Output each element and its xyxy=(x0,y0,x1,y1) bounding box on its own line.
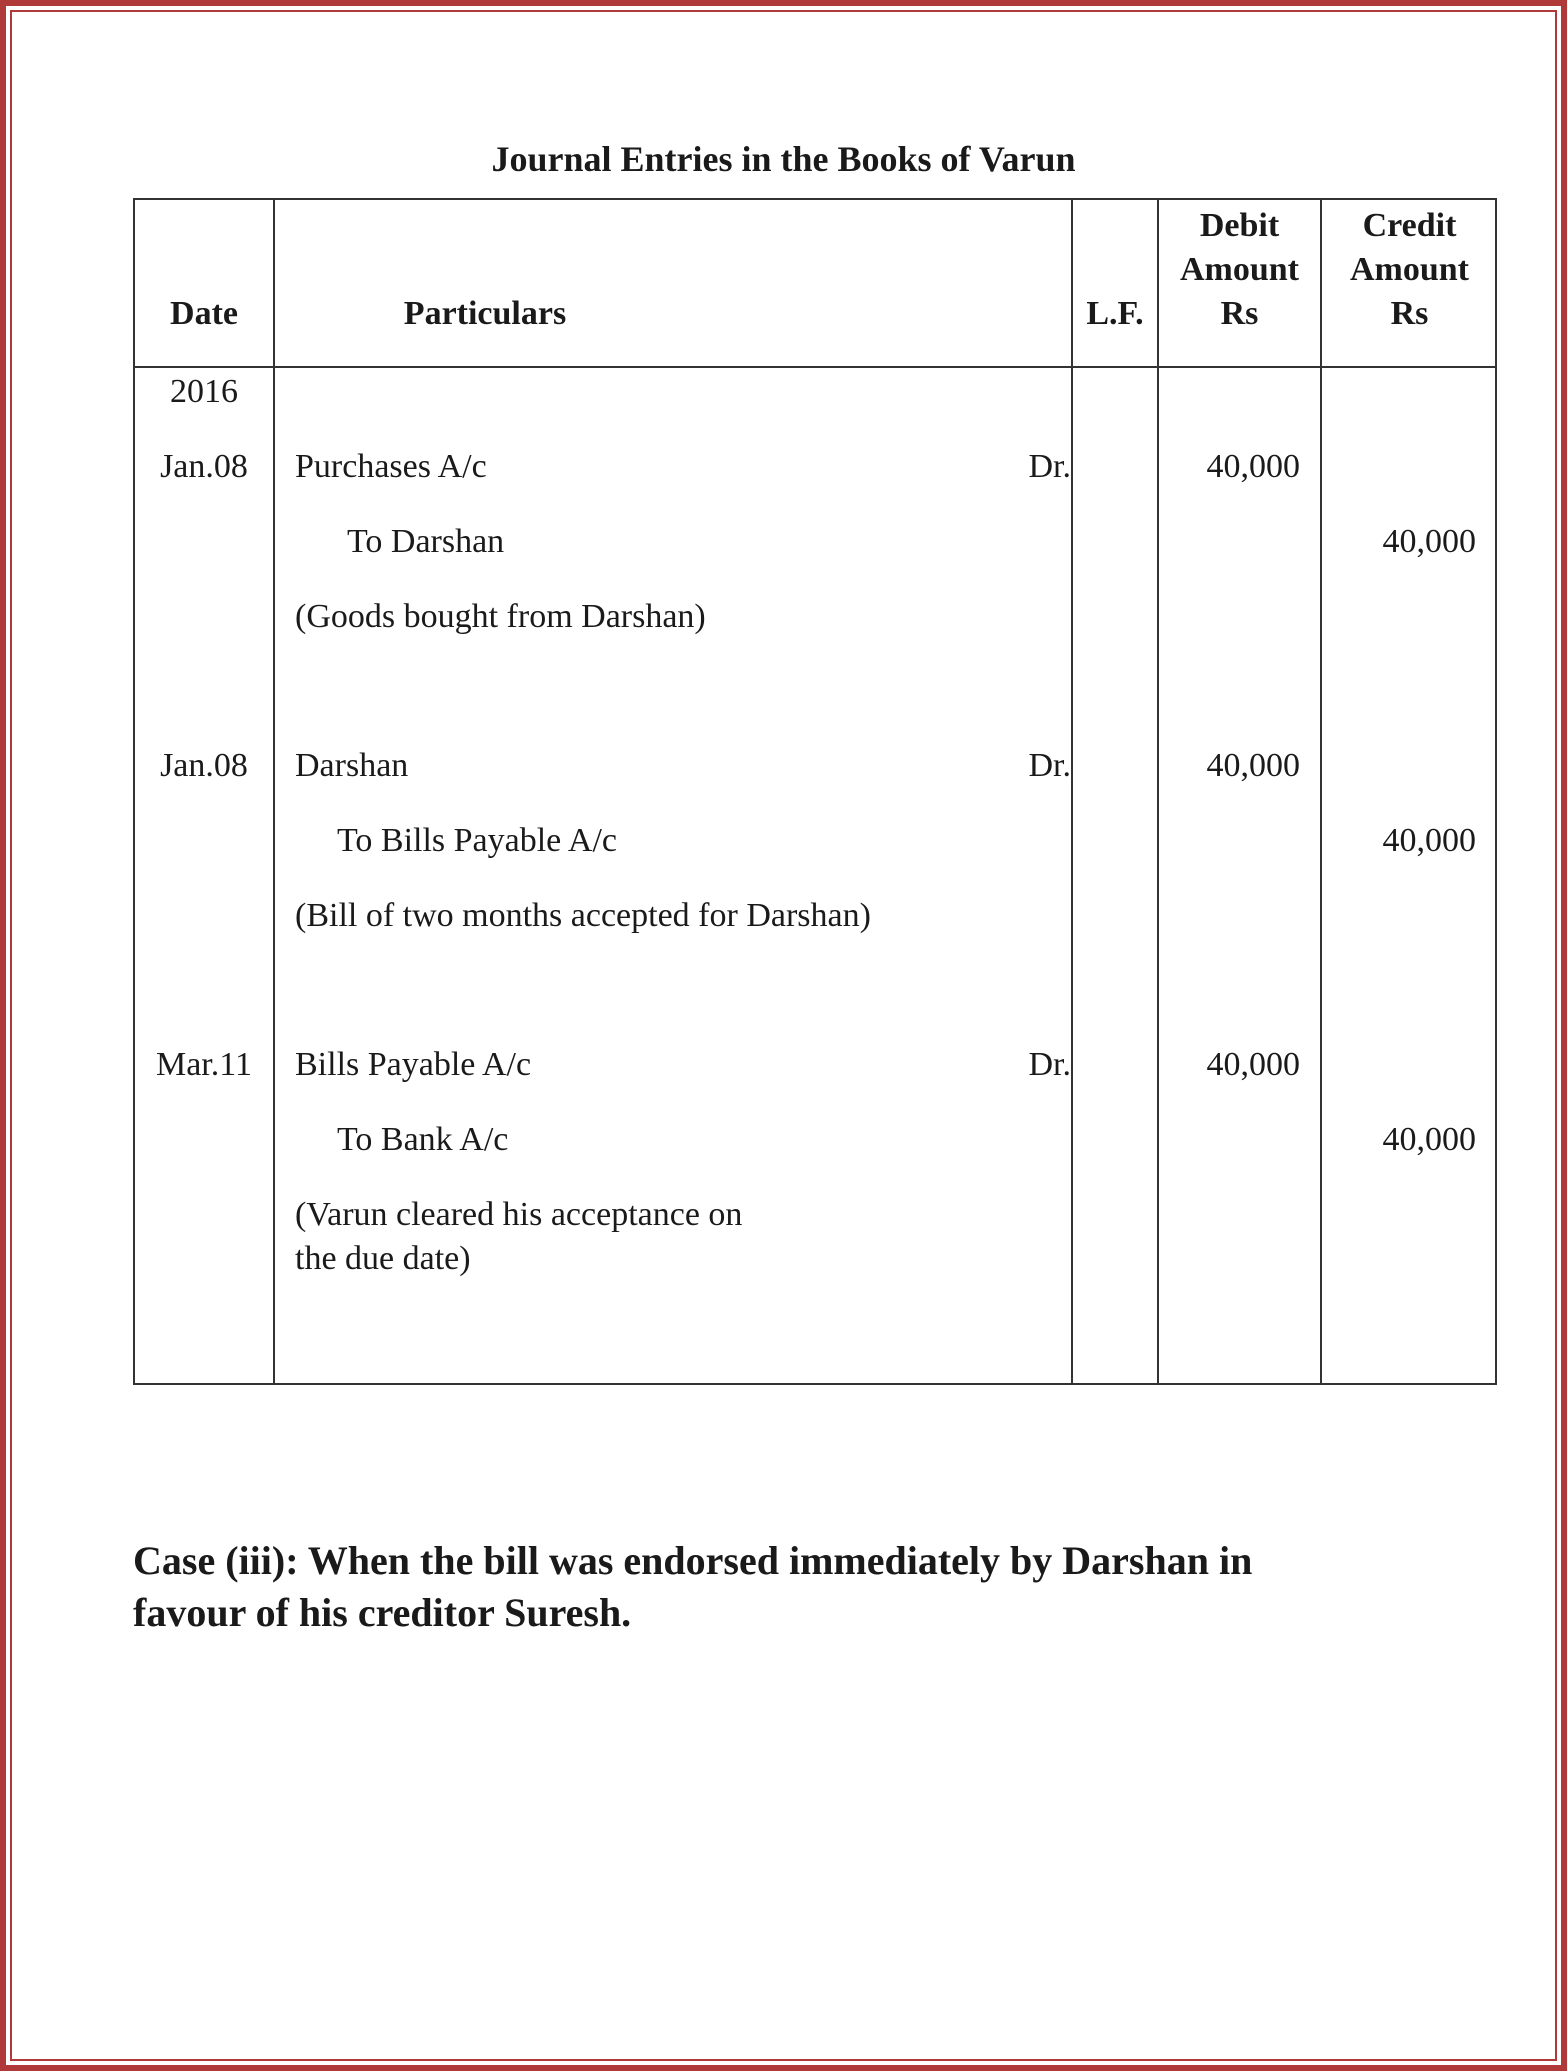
entry-credit-amount: 40,000 xyxy=(1382,1121,1476,1158)
divider-date xyxy=(273,200,275,1383)
header-credit-2: Amount xyxy=(1349,251,1470,288)
header-date: Date xyxy=(170,295,238,332)
header-divider xyxy=(135,366,1495,368)
journal-title: Journal Entries in the Books of Varun xyxy=(491,139,1076,179)
header-debit-3: Rs xyxy=(1220,295,1259,332)
header-particulars: Particulars xyxy=(403,295,567,332)
case-heading xyxy=(133,1535,1453,1639)
year-label: 2016 xyxy=(170,373,238,410)
case-heading-line: Case (iii): When the bill was endorsed immediately by Darshan in xyxy=(133,1538,1253,1583)
header-credit-3: Rs xyxy=(1390,295,1429,332)
header-credit-1: Credit xyxy=(1362,207,1457,244)
header-lf: L.F. xyxy=(1086,295,1144,332)
header-debit-2: Amount xyxy=(1179,251,1300,288)
divider-particulars xyxy=(1071,200,1073,1383)
entry-credit-amount: 40,000 xyxy=(1382,523,1476,560)
entry-dr-label: Dr. xyxy=(1028,1046,1071,1083)
entry-credit-account: To Bank A/c xyxy=(337,1121,509,1158)
entry-date: Mar.11 xyxy=(155,1046,252,1083)
divider-lf xyxy=(1157,200,1159,1383)
entry-debit-amount: 40,000 xyxy=(1206,747,1300,784)
entry-debit-amount: 40,000 xyxy=(1206,1046,1300,1083)
entry-date: Jan.08 xyxy=(160,448,248,485)
entry-credit-account: To Bills Payable A/c xyxy=(337,822,617,859)
divider-debit xyxy=(1320,200,1322,1383)
case-heading-line: favour of his creditor Suresh. xyxy=(133,1590,632,1635)
entry-date: Jan.08 xyxy=(160,747,248,784)
entry-debit-account: Darshan xyxy=(295,747,409,784)
entry-narration: (Goods bought from Darshan) xyxy=(295,598,706,635)
entry-debit-amount: 40,000 xyxy=(1206,448,1300,485)
entry-debit-account: Bills Payable A/c xyxy=(295,1046,532,1083)
journal-table xyxy=(133,198,1497,1385)
entry-dr-label: Dr. xyxy=(1028,448,1071,485)
entry-debit-account: Purchases A/c xyxy=(295,448,487,485)
entry-dr-label: Dr. xyxy=(1028,747,1071,784)
entry-credit-amount: 40,000 xyxy=(1382,822,1476,859)
header-debit-1: Debit xyxy=(1199,207,1280,244)
entry-credit-account: To Darshan xyxy=(347,523,505,560)
entry-narration: (Bill of two months accepted for Darshan) xyxy=(295,897,871,934)
entry-narration-line: the due date) xyxy=(295,1240,471,1277)
entry-narration-line: (Varun cleared his acceptance on xyxy=(295,1196,743,1233)
